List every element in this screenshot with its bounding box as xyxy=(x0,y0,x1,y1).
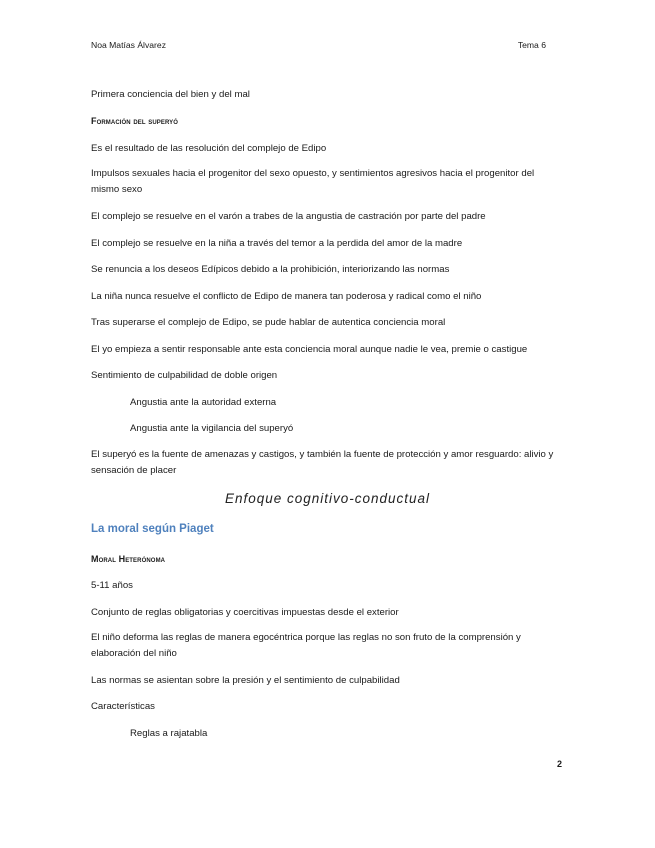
paragraph-reglas-obligatorias: Conjunto de reglas obligatorias y coercitivas impuestas desde el exterior xyxy=(91,607,399,618)
paragraph-superyo-fuente: El superyó es la fuente de amenazas y castigos, y también la fuente de protección y amor resguardo: alivio y sensación de placer xyxy=(91,449,554,476)
paragraph-caracteristicas: Características xyxy=(91,701,155,712)
paragraph-nina: El complejo se resuelve en la niña a través del temor a la perdida del amor de la madre xyxy=(91,238,463,249)
paragraph-resolucion-edipo: Es el resultado de las resolución del complejo de Edipo xyxy=(91,143,327,154)
paragraph-edad: 5-11 años xyxy=(91,580,133,591)
heading-moral-heteronoma: Moral Heterónoma xyxy=(91,554,166,564)
paragraph-renuncia: Se renuncia a los deseos Edípicos debido a la prohibición, interiorizando las normas xyxy=(91,264,450,275)
paragraph-varon: El complejo se resuelve en el varón a trabes de la angustia de castración por parte del padre xyxy=(91,211,486,222)
paragraph-impulsos: Impulsos sexuales hacia el progenitor del sexo opuesto, y sentimientos agresivos hacia el progenitor del mismo sexo xyxy=(91,168,535,195)
section-title: Enfoque cognitivo-conductual xyxy=(224,491,431,506)
header-topic: Tema 6 xyxy=(517,40,546,50)
header-author: Noa Matías Álvarez xyxy=(91,40,166,50)
heading-formacion-superyo: Formación del superyó xyxy=(91,116,179,126)
page-number: 2 xyxy=(557,759,563,769)
list-item-vigilancia: Angustia ante la vigilancia del superyó xyxy=(130,423,294,434)
paragraph-yo-responsable: El yo empieza a sentir responsable ante esta conciencia moral aunque nadie le vea, premie o castigue xyxy=(91,344,528,355)
paragraph-conciencia-moral: Tras superarse el complejo de Edipo, se pude hablar de autentica conciencia moral xyxy=(91,317,446,328)
paragraph-normas-presion: Las normas se asientan sobre la presión y el sentimiento de culpabilidad xyxy=(91,675,400,686)
list-item-reglas-rajatabla: Reglas a rajatabla xyxy=(130,728,208,739)
paragraph-primera-conciencia: Primera conciencia del bien y del mal xyxy=(91,89,250,100)
paragraph-culpabilidad: Sentimiento de culpabilidad de doble origen xyxy=(91,370,278,381)
subheading-piaget: La moral según Piaget xyxy=(91,523,214,535)
page-header xyxy=(91,40,546,50)
paragraph-conflicto: La niña nunca resuelve el conflicto de Edipo de manera tan poderosa y radical como el niño xyxy=(91,291,482,302)
paragraph-nino-deforma: El niño deforma las reglas de manera egocéntrica porque las reglas no son fruto de la comprensión y elaboración del niño xyxy=(91,632,521,659)
list-item-autoridad: Angustia ante la autoridad externa xyxy=(130,397,277,408)
